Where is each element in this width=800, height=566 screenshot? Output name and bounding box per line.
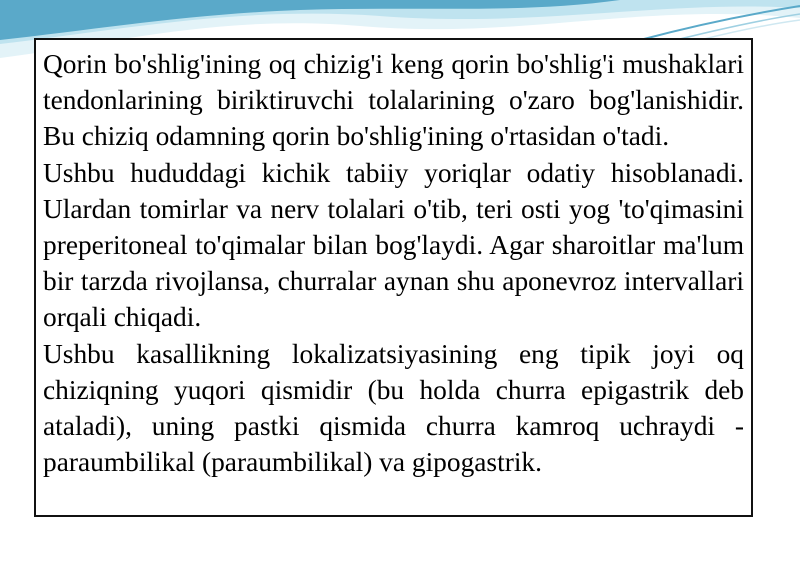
paragraph-2: Ushbu hududdagi kichik tabiiy yoriqlar odatiy hisoblanadi. Ulardan tomirlar va nerv tolalari o'tib, teri osti yog 'to'qimasini preperitoneal to'qimalar bilan bog'laydi. Agar sharoitlar ma'lum bir tarzda rivojlansa, churralar aynan shu aponevroz intervallari orqali chiqadi.: [43, 157, 744, 333]
text-content-box: [34, 38, 753, 517]
paragraph-3: Ushbu kasallikning lokalizatsiyasining eng tipik joyi oq chiziqning yuqori qismidir (bu holda churra epigastrik deb ataladi), uning pastki qismida churra kamroq uchraydi - paraumbilikal (paraumbilikal) va gipogastrik.: [43, 338, 744, 478]
paragraph-1: Qorin bo'shlig'ining oq chizig'i keng qorin bo'shlig'i mushaklari tendonlarining biriktiruvchi tolalarining o'zaro bog'lanishidir. Bu chiziq odamning qorin bo'shlig'ining o'rtasidan o'tadi.: [43, 49, 744, 152]
